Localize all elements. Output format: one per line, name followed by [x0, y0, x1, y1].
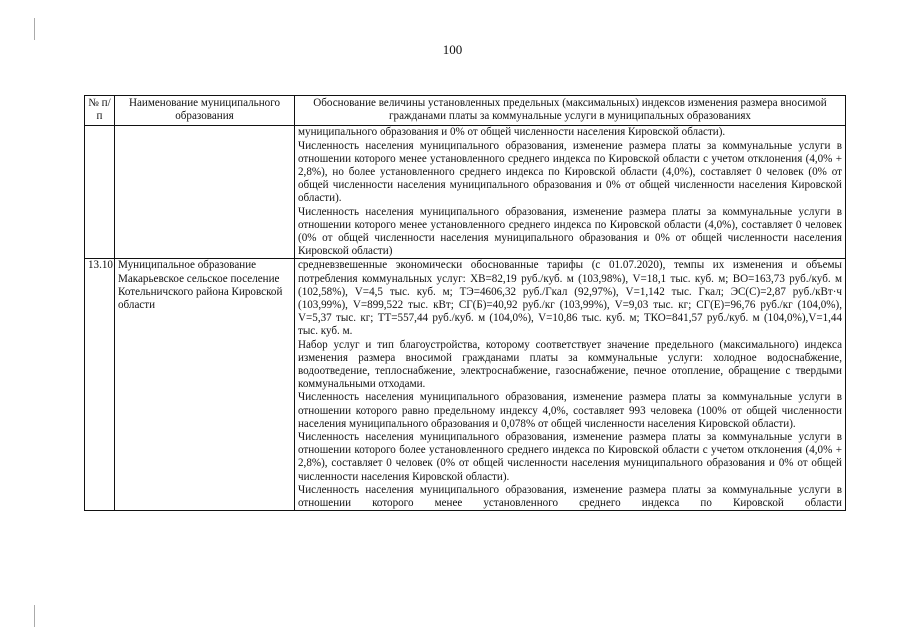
paragraph: Численность населения муниципального образования, изменение размера платы за коммунальные услуги в отношении которого более установленного среднего индекса по Кировской области с учетом отклонения (4,0% + 2,8%), составляет 0 человек (0% от общей численности населения муниципального образования и 0% от общей численности населения Кировской области).: [298, 431, 842, 483]
paragraph: Набор услуг и тип благоустройства, которому соответствует значение предельного (максимального) индекса изменения размера вносимой гражданами платы за коммунальные услуги: холодное водоснабжение, водоотведение, теплоснабжение, электроснабжение, газоснабжение, печное отопление, обращение с твердыми коммунальными отходами.: [298, 338, 842, 391]
scan-margin-mark: [34, 18, 35, 40]
paragraph: Численность населения муниципального образования, изменение размера платы за коммунальные услуги в отношении которого равно предельному индексу 4,0%, составляет 993 человека (100% от общей численности населения муниципального образования и 0,078% от общей численности населения Кировской области).: [298, 391, 842, 430]
table-header-row: [85, 96, 846, 126]
paragraph: Численность населения муниципального образования, изменение размера платы за коммунальные услуги в отношении которого менее установленного среднего индекса по Кировской области с учетом отклонения (4,0% + 2,8%), но более установленного среднего индекса по Кировской области (4,0%), составляет 0 человек (0% от общей численности населения муниципального образования и 0% от общей численности населения Кировской области).: [298, 139, 842, 205]
municipality-cell: [115, 126, 295, 259]
table-row: [85, 259, 846, 511]
justification-cell: [295, 126, 846, 259]
table-row: [85, 126, 846, 259]
justification-table: [84, 95, 846, 511]
row-number-cell: 13.10: [85, 259, 115, 511]
scan-margin-mark: [34, 605, 35, 627]
paragraph: Численность населения муниципального образования, изменение размера платы за коммунальные услуги в отношении которого менее установленного среднего индекса по Кировской области: [298, 483, 842, 510]
justification-cell: [295, 259, 846, 511]
paragraph: Численность населения муниципального образования, изменение размера платы за коммунальные услуги в отношении которого менее установленного среднего индекса по Кировской области (4,0%), составляет 0 человек (0% от общей численности населения муниципального образования и 0% от общей численности населения Кировской области): [298, 205, 842, 258]
header-municipality: Наименование муниципального образования: [115, 96, 295, 126]
header-number: № п/п: [85, 96, 115, 126]
paragraph: средневзвешенные экономически обоснованные тарифы (с 01.07.2020), темпы их изменения и объемы потребления коммунальных услуг: ХВ=82,19 руб./куб. м (103,98%), V=18,1 тыс. куб. м; ВО=163,73 руб./куб. м (102,58%), V=4,5 тыс. куб. м; ТЭ=4606,32 руб./Гкал (92,97%), V=1,142 тыс. Гкал; ЭС(С)=2,87 руб./кВт·ч (103,99%), V=899,522 тыс. кВт; СГ(Б)=40,92 руб./кг (103,99%), V=9,03 тыс. кг; СГ(Е)=96,76 руб./кг (104,0%), V=5,37 тыс. кг; ТТ=557,44 руб./куб. м (104,0%), V=10,86 тыс. куб. м; ТКО=841,57 руб./куб. м (104,0%),V=1,44 тыс. куб. м.: [298, 259, 842, 338]
municipality-cell: Муниципальное образование Макарьевское сельское поселение Котельничского района Кировской области: [115, 259, 295, 511]
page-number: 100: [442, 42, 463, 57]
header-justification: Обоснование величины установленных предельных (максимальных) индексов изменения размера вносимой гражданами платы за коммунальные услуги в муниципальных образованиях: [295, 96, 846, 126]
paragraph: муниципального образования и 0% от общей численности населения Кировской области).: [298, 126, 726, 139]
row-number-cell: [85, 126, 115, 259]
